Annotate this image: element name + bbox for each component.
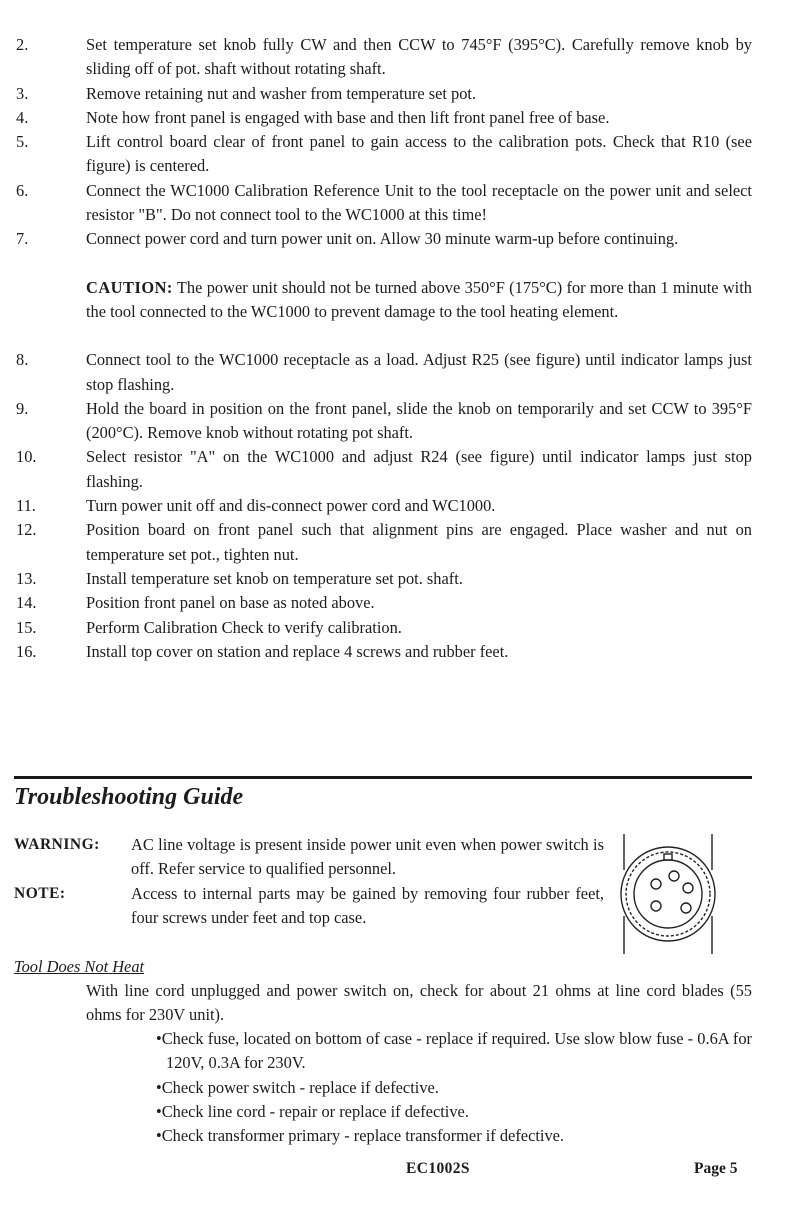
subheading: Tool Does Not Heat: [14, 957, 145, 976]
warning-row: [14, 833, 604, 882]
step-number: 11.: [16, 496, 36, 516]
connector-outer-ring: [621, 847, 715, 941]
step-text: Set temperature set knob fully CW and then CCW to 745°F (395°C). Carefully remove knob by sliding off of pot. shaft without rotating shaft.: [86, 35, 752, 79]
section-divider: [14, 776, 752, 779]
footer-page-number: Page 5: [694, 1160, 738, 1177]
step-number: 7.: [16, 229, 29, 249]
step-number: 12.: [16, 520, 37, 540]
step-text: Perform Calibration Check to verify calibration.: [86, 617, 402, 637]
step-text: Select resistor "A" on the WC1000 and adjust R24 (see figure) until indicator lamps just stop flashing.: [86, 447, 752, 491]
connector-pin: [681, 903, 691, 913]
list-item: •Check power switch - replace if defective.: [156, 1077, 439, 1097]
list-item: [0, 616, 792, 640]
list-item: [0, 82, 792, 106]
list-item: [0, 33, 792, 82]
step-text: Connect the WC1000 Calibration Reference Unit to the tool receptacle on the power unit and select resistor "B". Do not connect tool to the WC1000 at this time!: [86, 180, 752, 225]
step-number: 2.: [16, 35, 29, 54]
step-number: 3.: [16, 83, 29, 103]
step-number: 4.: [16, 107, 29, 127]
warning-label: WARNING:: [14, 836, 100, 853]
list-item: •Check line cord - repair or replace if defective.: [156, 1101, 469, 1121]
paragraph: With line cord unplugged and power switch on, check for about 21 ohms at line cord blades (55 ohms for 230V unit).: [86, 981, 752, 1025]
list-item: [0, 179, 792, 228]
step-number: 6.: [16, 180, 29, 200]
step-number: 9.: [16, 398, 29, 418]
step-text: Connect power cord and turn power unit on. Allow 30 minute warm-up before continuing.: [86, 229, 679, 249]
connector-pin: [669, 871, 679, 881]
step-number: 13.: [16, 568, 37, 588]
step-number: 16.: [16, 641, 37, 661]
step-text: Position front panel on base as noted above.: [86, 593, 375, 613]
step-text: Remove retaining nut and washer from temperature set pot.: [86, 83, 477, 103]
step-text: Install temperature set knob on temperature set pot. shaft.: [86, 568, 463, 588]
list-item: •Check transformer primary - replace transformer if defective.: [156, 1126, 565, 1146]
connector-diagram: [608, 828, 724, 958]
caution-label: CAUTION:: [86, 277, 173, 297]
list-item: [0, 106, 792, 130]
caution-note: [0, 276, 792, 325]
list-item: •Check fuse, located on bottom of case - replace if required. Use slow blow fuse - 0.6A for 120V, 0.3A for 230V.: [156, 1029, 752, 1073]
step-number: 14.: [16, 593, 37, 613]
list-item: [0, 494, 792, 518]
connector-pin: [651, 901, 661, 911]
step-text: Position board on front panel such that alignment pins are engaged. Place washer and nut on temperature set pot., tighten nut.: [86, 520, 752, 564]
section-title: Troubleshooting Guide: [14, 784, 244, 810]
calibration-steps: [0, 33, 792, 664]
connector-key: [664, 854, 672, 860]
list-item: [0, 445, 792, 494]
note-row: [14, 882, 604, 931]
spacer: [0, 324, 792, 348]
step-number: 15.: [16, 617, 37, 637]
connector-inner-ring: [634, 860, 702, 928]
check-list: [156, 1027, 752, 1148]
list-item: [0, 640, 792, 664]
warning-notes: [14, 833, 604, 930]
connector-outer-ring-dash: [626, 852, 710, 936]
connector-pin: [683, 883, 693, 893]
step-text: Lift control board clear of front panel to gain access to the calibration pots. Check that R10 (see figure) is centered.: [86, 132, 752, 176]
warning-text: AC line voltage is present inside power unit even when power switch is off. Refer service to qualified personnel.: [131, 835, 604, 879]
list-item: [0, 518, 792, 567]
note-label: NOTE:: [14, 884, 66, 902]
step-number: 8.: [16, 350, 29, 370]
step-number: 5.: [16, 132, 29, 152]
step-text: Note how front panel is engaged with base and then lift front panel free of base.: [86, 107, 610, 127]
step-text: Install top cover on station and replace 4 screws and rubber feet.: [86, 641, 509, 661]
note-text: Access to internal parts may be gained by removing four rubber feet, four screws under feet and top case.: [131, 883, 604, 927]
list-item: [0, 397, 792, 446]
connector-pin: [651, 879, 661, 889]
list-item: [0, 567, 792, 591]
footer-model: EC1002S: [406, 1160, 470, 1177]
spacer: [0, 252, 792, 276]
caution-text: The power unit should not be turned above 350°F (175°C) for more than 1 minute with the tool connected to the WC1000 to prevent damage to the tool heating element.: [86, 277, 752, 321]
list-item: [0, 591, 792, 615]
step-text: Connect tool to the WC1000 receptacle as a load. Adjust R25 (see figure) until indicator lamps just stop flashing.: [86, 350, 752, 394]
list-item: [0, 130, 792, 179]
step-text: Turn power unit off and dis-connect power cord and WC1000.: [86, 496, 496, 516]
step-number: 10.: [16, 447, 37, 467]
list-item: [0, 348, 792, 397]
list-item: [0, 227, 792, 251]
step-text: Hold the board in position on the front panel, slide the knob on temporarily and set CCW to 395°F (200°C). Remove knob without rotating pot shaft.: [86, 398, 752, 443]
